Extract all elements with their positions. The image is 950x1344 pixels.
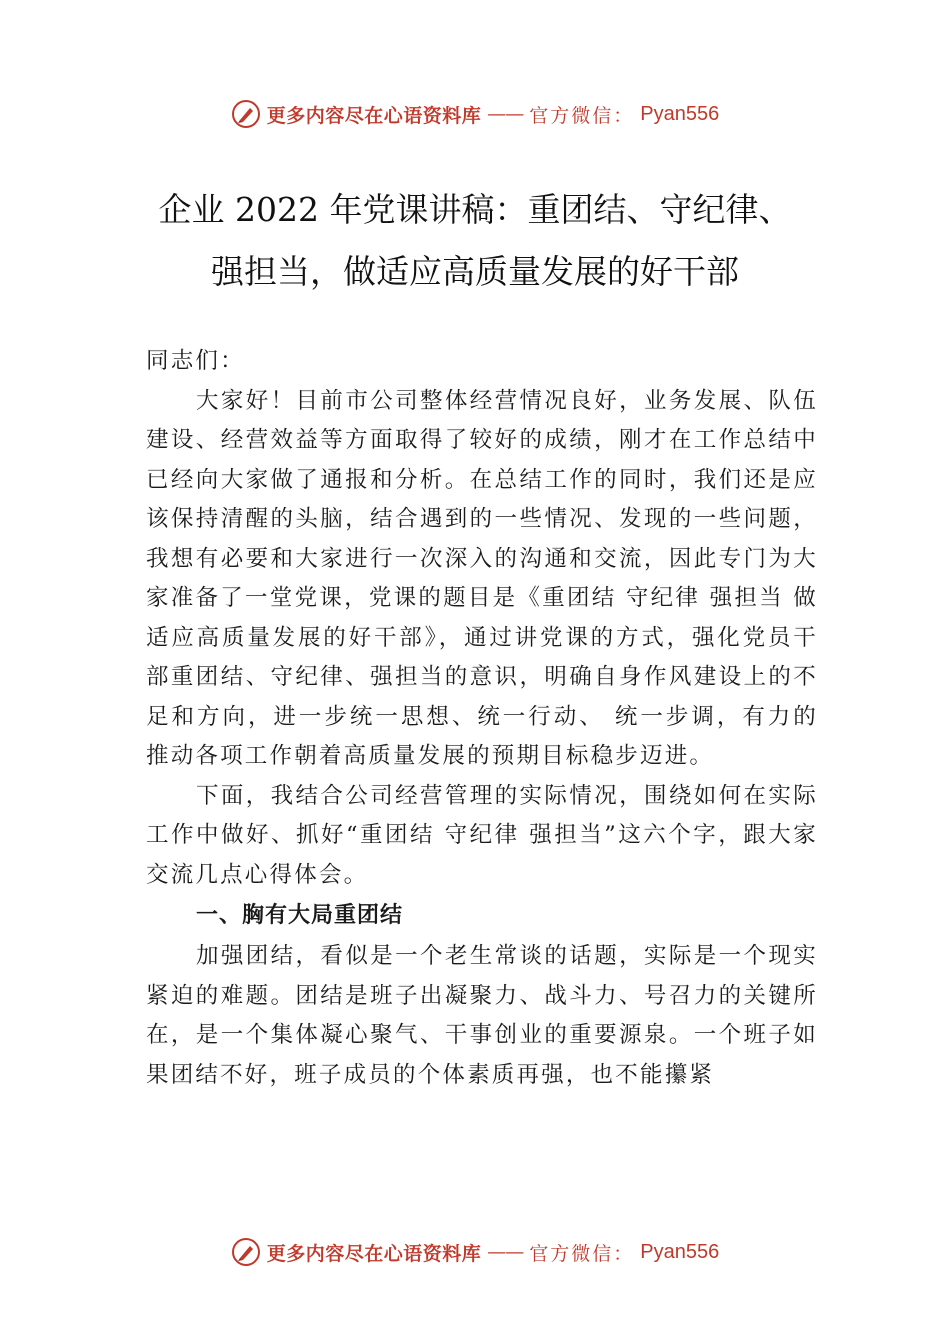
footer-watermark-banner	[0, 1232, 950, 1272]
document-body	[146, 342, 818, 1095]
paragraph-3: 加强团结，看似是一个老生常谈的话题，实际是一个现实紧迫的难题。团结是班子出凝聚力、战斗力、号召力的关键所在，是一个集体凝心聚气、干事创业的重要源泉。一个班子如果团结不好，班子成员的个体素质再强，也不能攥紧	[146, 943, 818, 1088]
banner-wechat-label: 官方微信：	[529, 104, 635, 127]
salutation: 同志们：	[146, 348, 245, 374]
banner-wechat-id: Pyan556	[640, 102, 720, 125]
document-title-line-2: 强担当，做适应高质量发展的好干部	[211, 252, 739, 291]
banner-text: 更多内容尽在心语资料库	[266, 1242, 482, 1265]
paragraph-1: 大家好！目前市公司整体经营情况良好，业务发展、队伍建设、经营效益等方面取得了较好的成绩，刚才在工作总结中已经向大家做了通报和分析。在总结工作的同时，我们还是应该保持清醒的头脑，结合遇到的一些情况、发现的一些问题，我想有必要和大家进行一次深入的沟通和交流，因此专门为大家准备了一堂党课，党课的题目是《重团结 守纪律 强担当 做适应高质量发展的好干部》，通过讲党课的方式，强化党员干部重团结、守纪律、强担当的意识，明确自身作风建设上的不足和方向，进一步统一思想、统一行动、 统一步调，有力的推动各项工作朝着高质量发展的预期目标稳步迈进。	[146, 387, 818, 769]
banner-text: 更多内容尽在心语资料库	[266, 104, 482, 127]
banner-dash: ——	[487, 103, 524, 125]
banner-dash: ——	[487, 1241, 524, 1263]
banner-wechat-id: Pyan556	[640, 1240, 720, 1263]
pen-nib-logo-icon	[231, 1237, 261, 1267]
document-title-line-1: 企业 2022 年党课讲稿：重团结、守纪律、	[158, 190, 792, 229]
section-heading-1: 一、胸有大局重团结	[196, 903, 404, 928]
paragraph-2: 下面，我结合公司经营管理的实际情况，围绕如何在实际工作中做好、抓好“重团结 守纪律 强担当”这六个字，跟大家交流几点心得体会。	[146, 782, 818, 888]
pen-nib-logo-icon	[231, 99, 261, 129]
banner-wechat-label: 官方微信：	[529, 1242, 635, 1265]
header-watermark-banner	[0, 94, 950, 134]
